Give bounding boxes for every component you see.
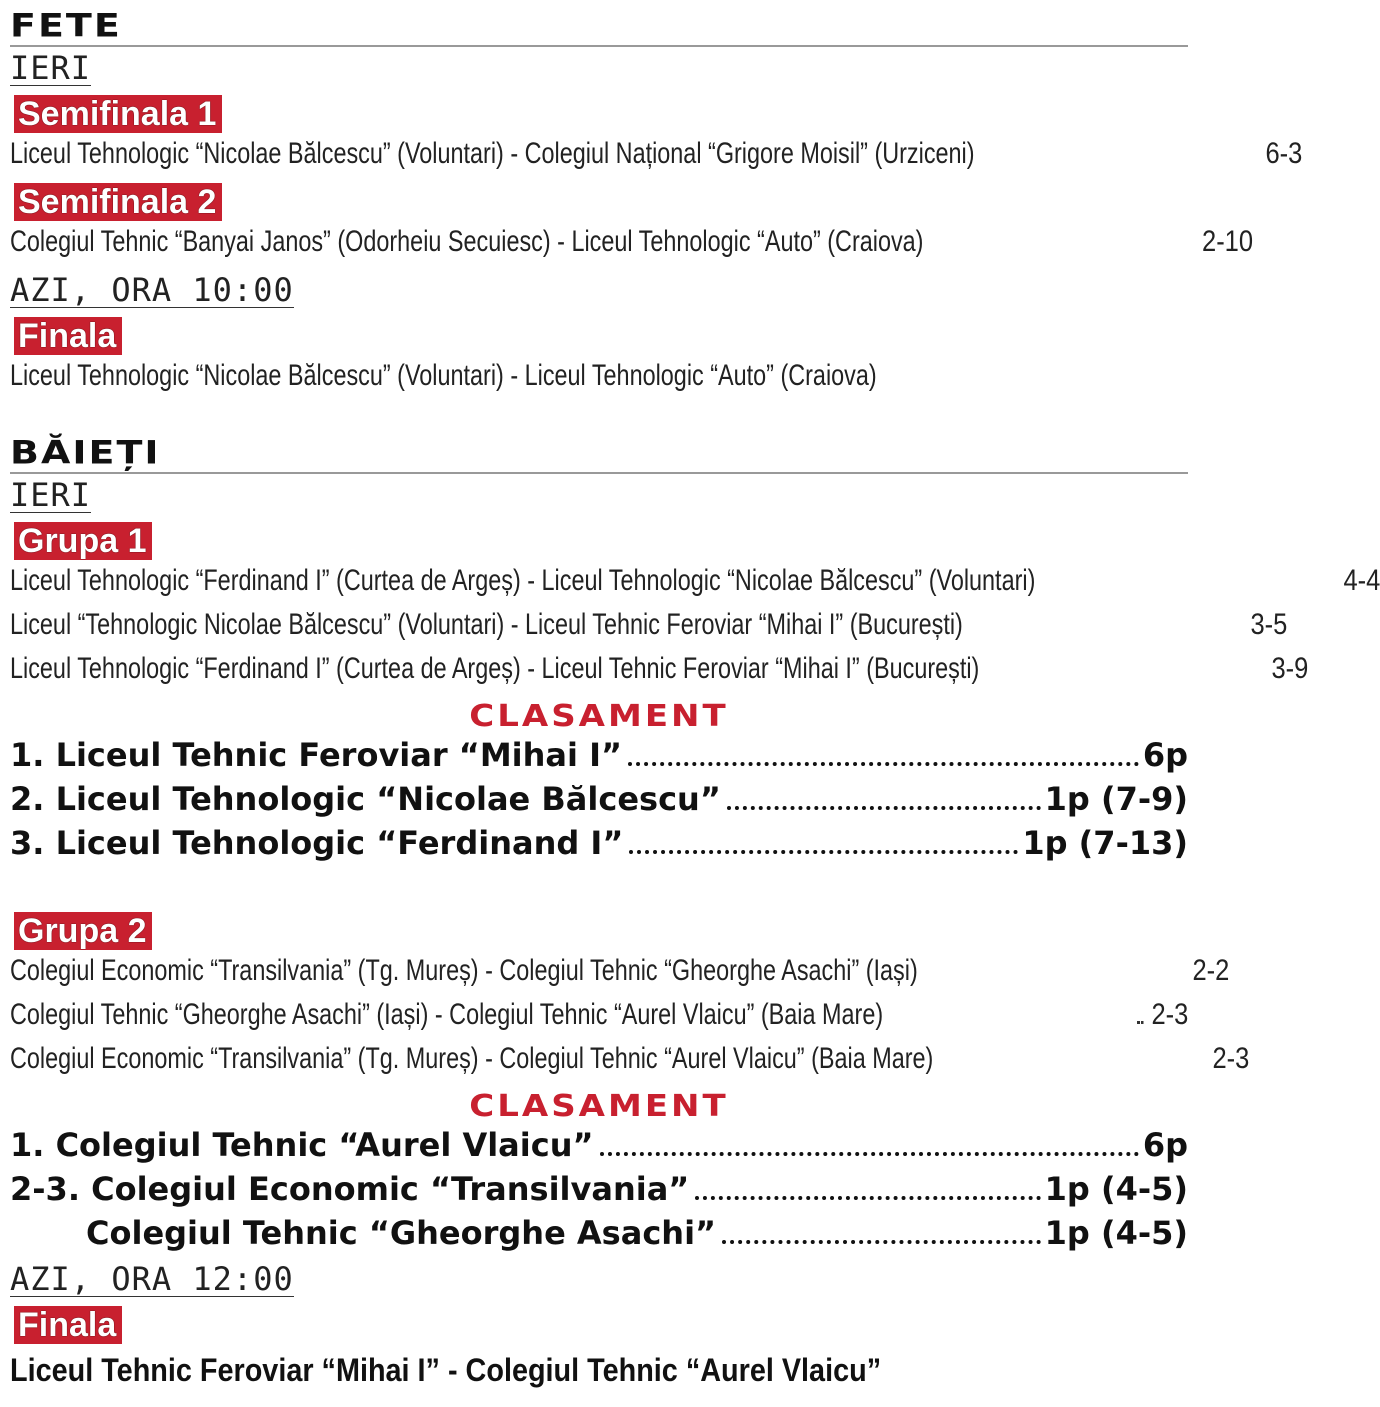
tag-semifinala-1: Semifinala 1 — [14, 95, 222, 133]
leader-dots — [1137, 1021, 1140, 1024]
tag-grupa-2: Grupa 2 — [14, 912, 152, 950]
standing-row — [10, 1214, 1188, 1258]
match-score: 3-5 — [1250, 608, 1287, 641]
match-score: 2-10 — [1202, 225, 1254, 258]
final-match-row — [10, 359, 1188, 403]
standing-row — [10, 1126, 1188, 1170]
day-label-ieri: IERI — [10, 476, 92, 514]
standing-name: Colegiul Tehnic “Gheorghe Asachi” — [86, 1214, 717, 1252]
standing-points: 1p (4-5) — [1044, 1214, 1188, 1252]
standing-row — [10, 824, 1188, 868]
match-row — [10, 652, 1309, 696]
standing-points: 1p (7-13) — [1022, 824, 1188, 862]
day-label-ieri: IERI — [10, 49, 92, 87]
match-text: Liceul Tehnologic “Ferdinand I” (Curtea de Argeș) - Liceul Tehnologic “Nicolae Bălcescu” (Voluntari) — [10, 564, 1036, 597]
leader-dots — [722, 1240, 1041, 1244]
section-fete — [10, 0, 1302, 403]
tag-semifinala-2: Semifinala 2 — [14, 183, 222, 221]
standing-name: 1. Colegiul Tehnic “Aurel Vlaicu” — [10, 1126, 594, 1164]
match-score: 3-9 — [1271, 652, 1309, 685]
results-page — [10, 0, 1380, 1392]
leader-dots — [727, 806, 1041, 810]
final-match-row — [10, 1348, 1188, 1392]
match-text: Colegiul Economic “Transilvania” (Tg. Mureș) - Colegiul Tehnic “Aurel Vlaicu” (Baia Mare) — [10, 1042, 934, 1075]
standing-points: 6p — [1142, 1126, 1188, 1164]
match-score: 2-3 — [1212, 1042, 1250, 1075]
clasament-heading: CLASAMENT — [469, 698, 729, 734]
match-row — [10, 608, 1287, 652]
match-text: Liceul Tehnologic “Nicolae Bălcescu” (Voluntari) - Liceul Tehnologic “Auto” (Craiova) — [10, 359, 877, 392]
match-text: Colegiul Economic “Transilvania” (Tg. Mureș) - Colegiul Tehnic “Gheorghe Asachi” (Iași) — [10, 954, 918, 987]
match-row — [10, 564, 1380, 608]
tag-finala: Finala — [14, 317, 122, 355]
match-row — [10, 1042, 1250, 1086]
match-score: 4-4 — [1343, 564, 1380, 597]
leader-dots — [695, 1196, 1040, 1200]
standing-row — [10, 1170, 1188, 1214]
match-score: 2-2 — [1192, 954, 1230, 987]
match-score: 6-3 — [1265, 137, 1302, 170]
match-text: Liceul “Tehnologic Nicolae Bălcescu” (Voluntari) - Liceul Tehnic Feroviar “Mihai I” (București) — [10, 608, 963, 641]
match-score: 2-3 — [1151, 998, 1188, 1031]
match-text: Colegiul Tehnic “Banyai Janos” (Odorheiu Secuiesc) - Liceul Tehnologic “Auto” (Craiova) — [10, 225, 924, 258]
standing-name: 1. Liceul Tehnic Feroviar “Mihai I” — [10, 736, 623, 774]
leader-dots — [600, 1152, 1139, 1156]
section-title-fete: FETE — [10, 6, 122, 44]
tag-grupa-1: Grupa 1 — [14, 522, 152, 560]
match-text: Liceul Tehnic Feroviar “Mihai I” - Colegiul Tehnic “Aurel Vlaicu” — [10, 1352, 882, 1388]
match-text: Colegiul Tehnic “Gheorghe Asachi” (Iași) - Colegiul Tehnic “Aurel Vlaicu” (Baia Mare) — [10, 998, 884, 1031]
section-baieti — [10, 427, 1380, 1392]
standing-points: 6p — [1142, 736, 1188, 774]
standing-points: 1p (4-5) — [1044, 1170, 1188, 1208]
standing-name: 2. Liceul Tehnologic “Nicolae Bălcescu” — [10, 780, 721, 818]
standing-points: 1p (7-9) — [1044, 780, 1188, 818]
match-row — [10, 954, 1230, 998]
standing-name: 3. Liceul Tehnologic “Ferdinand I” — [10, 824, 624, 862]
clasament-heading: CLASAMENT — [469, 1088, 729, 1124]
match-row — [10, 998, 1188, 1042]
standing-row — [10, 780, 1188, 824]
day-label-azi: AZI, ORA 12:00 — [10, 1260, 294, 1298]
match-row — [10, 137, 1302, 181]
day-label-azi: AZI, ORA 10:00 — [10, 271, 294, 309]
section-title-baieti: BĂIEȚI — [10, 433, 161, 471]
standing-name: 2-3. Colegiul Economic “Transilvania” — [10, 1170, 690, 1208]
match-text: Liceul Tehnologic “Ferdinand I” (Curtea de Argeș) - Liceul Tehnic Feroviar “Mihai I” (București) — [10, 652, 980, 685]
match-row — [10, 225, 1254, 269]
leader-dots — [628, 762, 1139, 766]
standing-row — [10, 736, 1188, 780]
match-text: Liceul Tehnologic “Nicolae Bălcescu” (Voluntari) - Colegiul Național “Grigore Moisil” (Urziceni) — [10, 137, 975, 170]
tag-finala: Finala — [14, 1306, 122, 1344]
leader-dots — [629, 850, 1018, 854]
